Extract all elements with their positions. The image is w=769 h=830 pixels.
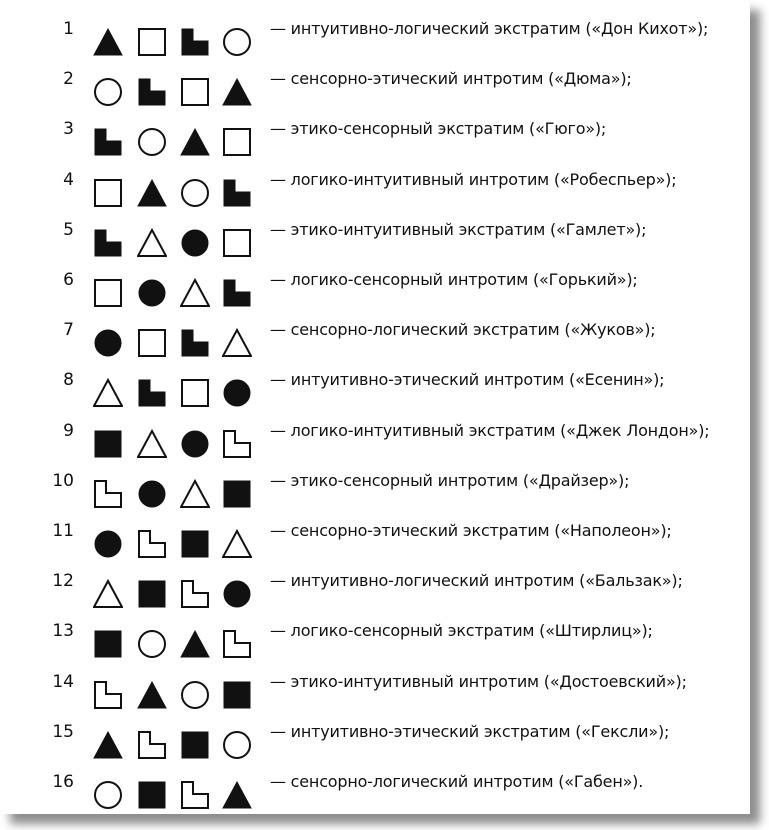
row-number: 7 bbox=[63, 320, 74, 341]
triangle-outline-icon bbox=[93, 579, 123, 609]
square-filled-icon bbox=[180, 730, 210, 760]
sociotype-row bbox=[0, 714, 750, 764]
sociotype-label: — сенсорно-этический экстратим («Наполеон»); bbox=[270, 521, 672, 540]
ell-filled-icon bbox=[137, 378, 167, 408]
ell-filled-icon bbox=[137, 77, 167, 107]
triangle-outline-icon bbox=[137, 228, 167, 258]
square-outline-icon bbox=[222, 228, 252, 258]
sociotype-label: — этико-сенсорный интротим («Драйзер»); bbox=[270, 470, 630, 490]
sociotype-label: — интуитивно-логический интротим («Бальзак»); bbox=[270, 571, 683, 591]
circle-outline-icon bbox=[93, 77, 123, 107]
ell-outline-icon bbox=[93, 479, 123, 509]
ell-filled-icon bbox=[93, 228, 123, 258]
ell-outline-icon bbox=[222, 629, 252, 659]
ell-outline-icon bbox=[180, 780, 210, 810]
ell-filled-icon bbox=[93, 127, 123, 157]
triangle-filled-icon bbox=[137, 680, 167, 710]
ell-outline-icon bbox=[93, 680, 123, 710]
sociotype-row bbox=[0, 513, 750, 563]
square-outline-icon bbox=[180, 77, 210, 107]
sociotype-row bbox=[0, 162, 750, 212]
triangle-outline-icon bbox=[93, 378, 123, 408]
square-outline-icon bbox=[137, 328, 167, 358]
circle-filled-icon bbox=[180, 228, 210, 258]
square-filled-icon bbox=[222, 479, 252, 509]
triangle-filled-icon bbox=[180, 127, 210, 157]
circle-filled-icon bbox=[137, 278, 167, 308]
ell-outline-icon bbox=[180, 579, 210, 609]
circle-filled-icon bbox=[222, 579, 252, 609]
square-filled-icon bbox=[93, 429, 123, 459]
square-outline-icon bbox=[222, 127, 252, 157]
sociotype-label: — этико-сенсорный экстратим («Гюго»); bbox=[270, 119, 607, 139]
sociotype-label: — этико-интуитивный экстратим («Гамлет»); bbox=[270, 219, 647, 239]
square-filled-icon bbox=[137, 579, 167, 609]
circle-outline-icon bbox=[222, 730, 252, 760]
row-number: 6 bbox=[63, 270, 74, 290]
square-outline-icon bbox=[180, 378, 210, 408]
triangle-filled-icon bbox=[180, 629, 210, 659]
square-outline-icon bbox=[137, 27, 167, 57]
triangle-outline-icon bbox=[137, 429, 167, 459]
sociotype-row bbox=[0, 212, 750, 262]
sociotype-row bbox=[0, 11, 750, 61]
sociotype-row bbox=[0, 563, 750, 613]
triangle-filled-icon bbox=[222, 780, 252, 810]
square-outline-icon bbox=[93, 178, 123, 208]
square-filled-icon bbox=[137, 780, 167, 810]
sociotype-label: — интуитивно-логический экстратим («Дон Кихот»); bbox=[270, 19, 709, 38]
sociotype-row bbox=[0, 61, 750, 111]
triangle-outline-icon bbox=[222, 328, 252, 358]
row-number: 14 bbox=[52, 671, 74, 692]
triangle-outline-icon bbox=[180, 479, 210, 509]
circle-outline-icon bbox=[93, 780, 123, 810]
ell-filled-icon bbox=[180, 27, 210, 57]
sociotype-row bbox=[0, 613, 750, 663]
square-filled-icon bbox=[222, 680, 252, 710]
triangle-outline-icon bbox=[180, 278, 210, 308]
sociotype-label: — этико-интуитивный интротим («Достоевский»); bbox=[270, 671, 687, 691]
triangle-filled-icon bbox=[137, 178, 167, 208]
row-number: 10 bbox=[52, 470, 74, 491]
row-number: 5 bbox=[63, 219, 74, 240]
row-number: 9 bbox=[63, 420, 74, 441]
sociotype-row bbox=[0, 463, 750, 513]
sociotype-label: — логико-интуитивный интротим («Робеспьер»); bbox=[270, 169, 677, 189]
sociotype-row bbox=[0, 764, 750, 814]
triangle-outline-icon bbox=[222, 529, 252, 559]
sociotype-label: — логико-интуитивный экстратим («Джек Лондон»); bbox=[270, 420, 710, 440]
row-number: 8 bbox=[63, 370, 74, 391]
sociotype-label: — логико-сенсорный интротим («Горький»); bbox=[270, 270, 638, 289]
ell-filled-icon bbox=[222, 278, 252, 308]
circle-filled-icon bbox=[222, 378, 252, 408]
row-number: 2 bbox=[63, 69, 74, 90]
sociotype-row bbox=[0, 413, 750, 463]
sociotype-row bbox=[0, 262, 750, 312]
circle-filled-icon bbox=[93, 529, 123, 559]
circle-filled-icon bbox=[180, 429, 210, 459]
ell-outline-icon bbox=[137, 730, 167, 760]
square-filled-icon bbox=[93, 629, 123, 659]
circle-outline-icon bbox=[222, 27, 252, 57]
triangle-filled-icon bbox=[93, 27, 123, 57]
row-number: 12 bbox=[52, 571, 74, 592]
row-number: 4 bbox=[63, 169, 74, 190]
sociotype-row bbox=[0, 111, 750, 161]
triangle-filled-icon bbox=[93, 730, 123, 760]
circle-outline-icon bbox=[180, 178, 210, 208]
triangle-filled-icon bbox=[222, 77, 252, 107]
sociotype-label: — сенсорно-логический экстратим («Жуков»); bbox=[270, 320, 656, 340]
circle-outline-icon bbox=[137, 629, 167, 659]
sociotype-label: — интуитивно-этический интротим («Есенин»); bbox=[270, 370, 665, 390]
row-number: 13 bbox=[52, 621, 74, 642]
row-number: 16 bbox=[52, 772, 74, 792]
square-filled-icon bbox=[180, 529, 210, 559]
row-number: 3 bbox=[63, 119, 74, 140]
circle-outline-icon bbox=[180, 680, 210, 710]
ell-filled-icon bbox=[222, 178, 252, 208]
square-outline-icon bbox=[93, 278, 123, 308]
ell-outline-icon bbox=[222, 429, 252, 459]
ell-filled-icon bbox=[180, 328, 210, 358]
row-number: 1 bbox=[63, 19, 74, 39]
circle-filled-icon bbox=[137, 479, 167, 509]
sociotype-row bbox=[0, 362, 750, 412]
circle-outline-icon bbox=[137, 127, 167, 157]
row-number: 11 bbox=[52, 521, 74, 541]
sociotype-label: — логико-сенсорный экстратим («Штирлиц»); bbox=[270, 621, 653, 641]
sociotype-row bbox=[0, 312, 750, 362]
circle-filled-icon bbox=[93, 328, 123, 358]
sociotype-label: — интуитивно-этический экстратим («Гексли»); bbox=[270, 721, 670, 741]
ell-outline-icon bbox=[137, 529, 167, 559]
sociotype-row bbox=[0, 664, 750, 714]
sociotype-label: — сенсорно-логический интротим («Габен»). bbox=[270, 772, 644, 791]
sociotype-label: — сенсорно-этический интротим («Дюма»); bbox=[270, 69, 632, 89]
row-number: 15 bbox=[52, 721, 74, 742]
